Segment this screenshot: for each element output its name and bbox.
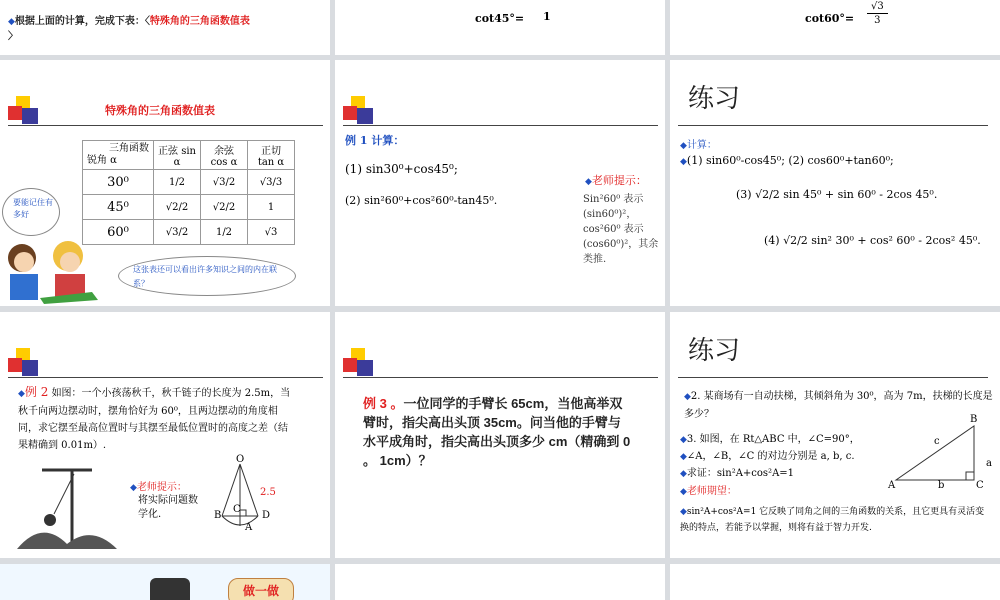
table-row: 30⁰ 1/2 √3/2 √3/3 xyxy=(83,170,295,195)
corner-decoration-icon xyxy=(343,96,383,132)
children-reading-illustration xyxy=(0,236,110,306)
slide1-text: ◆根据上面的计算，完成下表：〈特殊角的三角函数值表 〉 xyxy=(8,16,250,42)
label-b: B xyxy=(214,510,222,521)
example2-text: ◆例 2 如图：一个小孩荡秋千，秋千链子的长度为 2.5m，当秋千向两边摆动时，摆角恰好为 60⁰，且两边摆动的角度相同，求它摆至最高位置时与其摆至最低位置时的高度之差（结果精确到 0.01m）. xyxy=(18,385,291,451)
corner-decoration-icon xyxy=(8,96,48,132)
table-row: 60⁰ √3/2 1/2 √3 xyxy=(83,220,295,245)
header-cos: 余弦 cos α xyxy=(201,141,248,170)
tri-label-b-side: b xyxy=(938,480,945,491)
title-rule xyxy=(343,377,658,378)
label-o: O xyxy=(236,454,245,465)
slide-1[interactable] xyxy=(0,0,330,55)
slide-5[interactable] xyxy=(335,60,665,306)
tri-label-c: C xyxy=(976,480,984,491)
example1-q1: (1) sin30⁰+cos45⁰; xyxy=(345,162,458,176)
slide-8[interactable] xyxy=(335,312,665,558)
corner-decoration-icon xyxy=(343,348,383,384)
exercise-q3: (3) √2/2 sin 45⁰ + sin 60⁰ - 2cos 45⁰. xyxy=(736,188,938,201)
swing-illustration xyxy=(12,464,122,554)
label-d: D xyxy=(262,510,271,521)
exercise-q3a: ◆3. 如图，在 Rt△ABC 中，∠C=90°， xyxy=(680,434,860,445)
slide-2[interactable] xyxy=(335,0,665,55)
tip-body: Sin²60⁰ 表示 (sin60⁰)²，cos²60⁰ 表示 (cos60⁰)²，其余类推. xyxy=(583,194,659,265)
expect-title: ◆老师期望： xyxy=(680,486,737,497)
title-rule xyxy=(343,125,658,126)
exercise-q1: ◆(1) sin60⁰-cos45⁰; (2) cos60⁰+tan60⁰; xyxy=(680,154,894,167)
cot45-expr: cot45°= xyxy=(475,12,525,25)
exercise-q4: (4) √2/2 sin² 30⁰ + cos² 60⁰ - 2cos² 45⁰. xyxy=(764,234,981,247)
slide-12[interactable] xyxy=(670,564,1000,600)
example1-title: 例 1 计算： xyxy=(345,134,405,147)
tri-label-c-side: c xyxy=(934,436,940,447)
example3-text: 例 3 。一位同学的手臂长 65cm，当他高举双臂时，指尖高出头顶 35cm。问当他的手臂与水平成角时，指尖高出头顶多少 cm（精确到 0 。 1cm）？ xyxy=(363,396,631,468)
slide-4[interactable] xyxy=(0,60,330,306)
header-sin: 正弦 sin α xyxy=(154,141,201,170)
title-rule xyxy=(8,377,323,378)
tri-label-a: A xyxy=(888,480,896,491)
thought-cloud-right: 这张表还可以看出许多知识之间的内在联系？ xyxy=(118,256,296,296)
bullet-icon: ◆ xyxy=(8,17,15,27)
exercise-q2: ◆2. 某商场有一自动扶梯，其倾斜角为 30⁰，高为 7m，扶梯的长度是多少？ xyxy=(684,391,993,420)
thought-cloud-left: 要能记住有多好 xyxy=(2,188,60,236)
expect-body: ◆sin²A+cos²A=1 它反映了同角之间的三角函数的关系，且它更具有灵活变换的特点，若能予以掌握，则将有益于智力开发. xyxy=(680,507,985,533)
title-rule xyxy=(8,125,323,126)
label-len: 2.5 xyxy=(260,487,276,498)
corner-decoration-icon xyxy=(8,348,48,384)
slide-10[interactable] xyxy=(0,564,330,600)
cot60-expr: cot60°= xyxy=(805,12,855,25)
slide-3[interactable] xyxy=(670,0,1000,55)
header-tan: 正切 tan α xyxy=(248,141,295,170)
table-row: 45⁰ √2/2 √2/2 1 xyxy=(83,195,295,220)
exercise-q3b: ◆∠A，∠B，∠C 的对边分别是 a, b, c. xyxy=(680,451,855,462)
slide-6[interactable] xyxy=(670,60,1000,306)
corner-cell: 三角函数 锐角 α xyxy=(83,141,154,170)
title-rule xyxy=(678,125,988,126)
slide4-title: 特殊角的三角函数值表 xyxy=(105,104,215,117)
cartoon-figure-icon xyxy=(150,578,190,600)
tri-label-a-side: a xyxy=(986,458,992,469)
example1-q2: (2) sin²60⁰+cos²60⁰-tan45⁰. xyxy=(345,194,498,207)
label-c: C xyxy=(233,504,241,515)
tip-title: ◆老师提示： xyxy=(585,174,647,187)
practice-heading: 练习 xyxy=(688,336,741,366)
slide-11[interactable] xyxy=(335,564,665,600)
tri-label-b: B xyxy=(970,414,978,425)
tip-title: ◆老师提示： xyxy=(130,482,187,493)
title-rule xyxy=(678,377,988,378)
exercise-title: ◆计算： xyxy=(680,140,717,151)
practice-heading: 练习 xyxy=(688,84,741,114)
exercise-q3c: ◆求证：sin²A+cos²A=1 xyxy=(680,468,795,479)
cot60-frac: √3 3 xyxy=(867,0,888,27)
table-link[interactable]: 特殊角的三角函数值表 xyxy=(149,16,250,27)
trig-table xyxy=(82,140,295,245)
label-a: A xyxy=(245,522,253,533)
tip-body: 将实际问题数学化. xyxy=(138,495,198,520)
slide-9[interactable] xyxy=(670,312,1000,558)
slide-7[interactable] xyxy=(0,312,330,558)
do-it-badge: 做一做 xyxy=(228,578,294,600)
cot45-value: 1 xyxy=(543,10,551,23)
